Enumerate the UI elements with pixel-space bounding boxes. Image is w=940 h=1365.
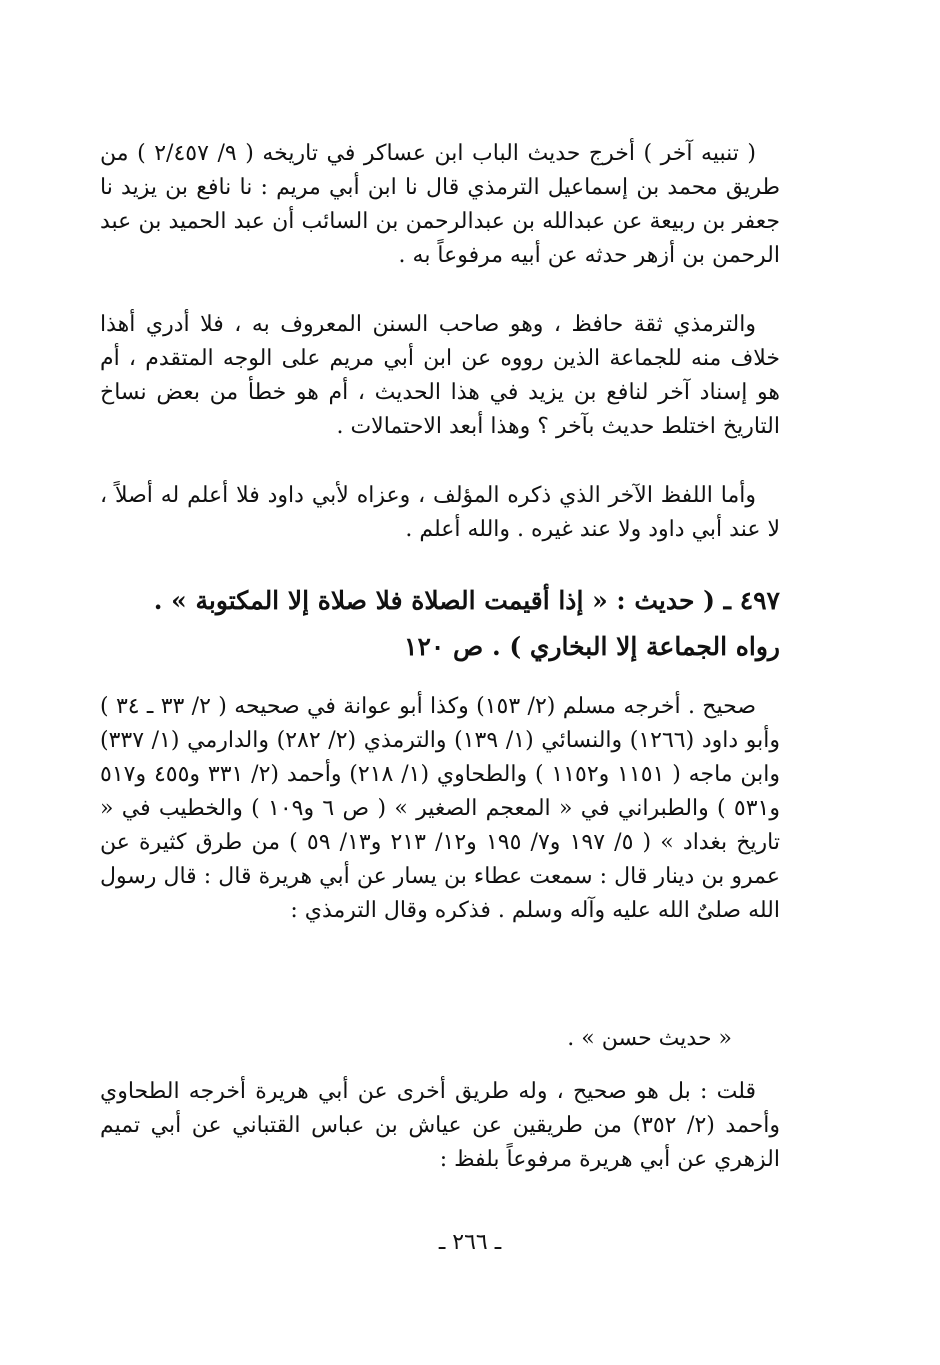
- paragraph-other-wording: وأما اللفظ الآخر الذي ذكره المؤلف ، وعزاه لأبي داود فلا أعلم له أصلاً ، لا عند أبي داود ولا عند غيره . والله أعلم .: [100, 483, 780, 542]
- page-number: ـ ٢٦٦ ـ: [438, 1230, 502, 1255]
- quoted-hasan-remark: « حديث حسن » .: [567, 1026, 732, 1051]
- paragraph-author-comment: قلت : بل هو صحيح ، وله طريق أخرى عن أبي هريرة أخرجه الطحاوي وأحمد (٢/ ٣٥٢) من طريقين عن عياش بن عباس القتباني عن أبي تميم الزهري عن أبي هريرة مرفوعاً بلفظ :: [100, 1079, 780, 1172]
- paragraph-authentication: صحيح . أخرجه مسلم (٢/ ١٥٣) وكذا أبو عوانة في صحيحه ( ٢/ ٣٣ ـ ٣٤ ) وأبو داود (١٢٦٦) والنسائي (١/ ١٣٩) والترمذي (٢/ ٢٨٢) والدارمي (١/ ٣٣٧) وابن ماجه ( ١١٥١ و١١٥٢ ) والطحاوي (١/ ٢١٨) وأحمد (٢/ ٣٣١ و٤٥٥ و٥١٧ و٥٣١ ) والطبراني في « المعجم الصغير » ( ص ٦ و١٠٩ ) والخطيب في « تاريخ بغداد » ( ٥/ ١٩٧ و٧/ ١٩٥ و١٢/ ٢١٣ و١٣/ ٥٩ ) من طرق كثيرة عن عمرو بن دينار قال : سمعت عطاء بن يسار عن أبي هريرة قال : قال رسول الله صلىٌ الله عليه وآله وسلم . فذكره وقال الترمذي :: [100, 694, 781, 923]
- hadith-heading-line-1: ٤٩٧ ـ ( حديث : « إذا أقيمت الصلاة فلا صلاة إلا المكتوبة » .: [153, 586, 780, 615]
- hadith-heading-line-2: رواه الجماعة إلا البخاري ) . ص ١٢٠: [404, 632, 780, 661]
- paragraph-additional-note: ( تنبيه آخر ) أخرج حديث الباب ابن عساكر في تاريخه ( ٩/ ٢/٤٥٧ ) من طريق محمد بن إسماعيل الترمذي قال نا ابن أبي مريم : نا نافع بن يزيد نا جعفر بن ربيعة عن عبدالله بن عبدالرحمن بن السائب أن عبد الحميد بن عبد الرحمن بن أزهر حدثه عن أبيه مرفوعاً به .: [100, 141, 780, 268]
- paragraph-tirmidhi-remark: والترمذي ثقة حافظ ، وهو صاحب السنن المعروف به ، فلا أدري أهذا خلاف منه للجماعة الذين رووه عن ابن أبي مريم على الوجه المتقدم ، أم هو إسناد آخر لنافع بن يزيد في هذا الحديث ، أم هو خطأ من بعض نساخ التاريخ اختلط حديث بآخر ؟ وهذا أبعد الاحتمالات .: [100, 312, 780, 439]
